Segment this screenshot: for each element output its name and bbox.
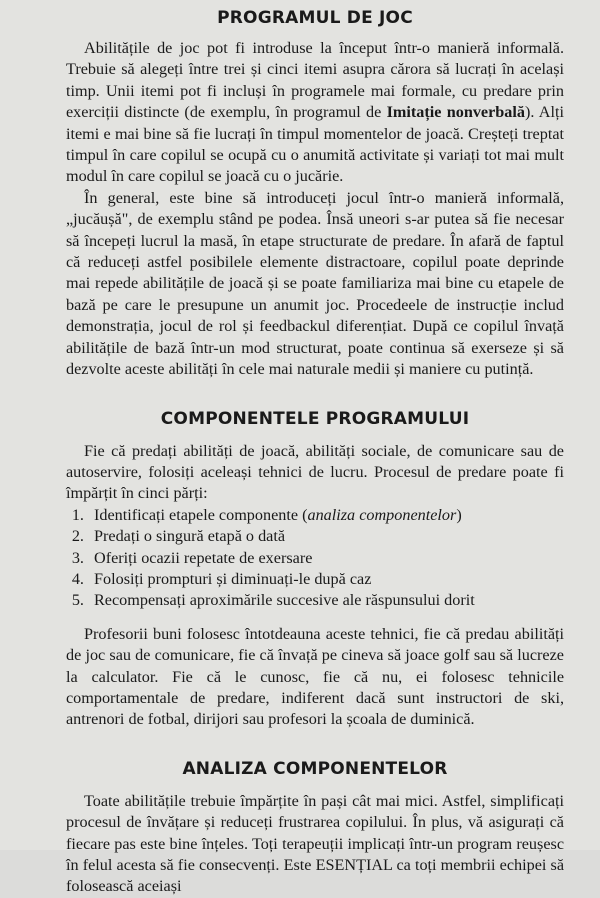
list-item: 5. Recompensați aproximările succesive ale răspunsului dorit bbox=[88, 590, 564, 611]
list-item-text: ) bbox=[456, 505, 462, 524]
list-item-text: Identificați etapele componente ( bbox=[94, 505, 308, 524]
section-title-analiza-componentelor: ANALIZA COMPONENTELOR bbox=[182, 758, 448, 779]
list-item: 4. Folosiți prompturi și diminuați-le după caz bbox=[88, 569, 564, 590]
list-item: 2. Predați o singură etapă o dată bbox=[88, 526, 564, 547]
bold-program-name: Imitație nonverbală bbox=[386, 103, 525, 122]
teaching-steps-list bbox=[66, 505, 564, 612]
list-item bbox=[88, 505, 564, 526]
paragraph-good-teachers: Profesorii buni folosesc întotdeauna aceste tehnici, fie că predau abilități de joc sau de comunicare, fie că învață pe cineva să joace golf sau să lucreze la calculator. Fie că le cunosc, fie că nu, ei folosesc tehnicile comportamentale de predare, indiferent dacă sunt instructori de ski, antrenori de fotbal, dirijori sau profesori la școala de duminică. bbox=[66, 624, 564, 729]
paragraph-component-analysis: Toate abilitățile trebuie împărțite în pași cât mai mici. Astfel, simplificați procesul de învățare și reduceți frustrarea copilului. În plus, vă asigurați că fiecare pas este bine înțeles. Toți terapeuții implicați într-un program reușesc în felul acesta să fie consecvenți. Este ESENȚIAL ca toți membrii echipei să folosească aceiași bbox=[66, 791, 564, 896]
list-item: 3. Oferiți ocazii repetate de exersare bbox=[88, 548, 564, 569]
paragraph-play-program-2: În general, este bine să introduceți jocul într-o manieră informală, „jucăușă", de exemplu stând pe podea. Însă uneori s-ar putea să fie necesar să începeți lucrul la masă, în etape structurate de predare. În afară de faptul că reduceți astfel posibilele elemente distractoare, copilul poate deprinde mai repede abilitățile de joacă și se poate familiariza mai bine cu etapele de bază pe care le presupune un anumit joc. Procedeele de instrucție includ demonstrația, jocul de rol și feedbackul diferențiat. După ce copilul învață abilitățile de bază într-un mod structurat, poate continua să exerseze și să dezvolte aceste abilități în cele mai naturale medii și maniere cu putință. bbox=[66, 188, 564, 379]
paragraph-text: ). Alți itemi e mai bine să fie lucrați în timpul momentelor de joacă. Creșteți treptat timpul în care copilul se ocupă cu o anumită activitate și variați tot mai mult modul în care copilul se joacă cu o jucărie. bbox=[66, 103, 564, 186]
italic-term: analiza componentelor bbox=[307, 505, 457, 524]
section-title-componentele-programului: COMPONENTELE PROGRAMULUI bbox=[160, 408, 470, 429]
section-title-programul-de-joc: PROGRAMUL DE JOC bbox=[217, 8, 413, 28]
paragraph-play-program-1 bbox=[66, 38, 564, 188]
paragraph-components-intro: Fie că predați abilități de joacă, abilități sociale, de comunicare sau de autoservire, folosiți aceleași tehnici de lucru. Procesul de predare poate fi împărțit în cinci părți: bbox=[66, 441, 564, 503]
paragraph-text: Abilitățile de joc pot fi introduse la început într-o manieră informală. Trebuie să alegeți între trei și cinci itemi asupra cărora să lucrați în același timp. Unii itemi pot fi incluși în programele mai formale, cu predare prin exerciții distincte (de exemplu, în programul de bbox=[66, 39, 564, 122]
